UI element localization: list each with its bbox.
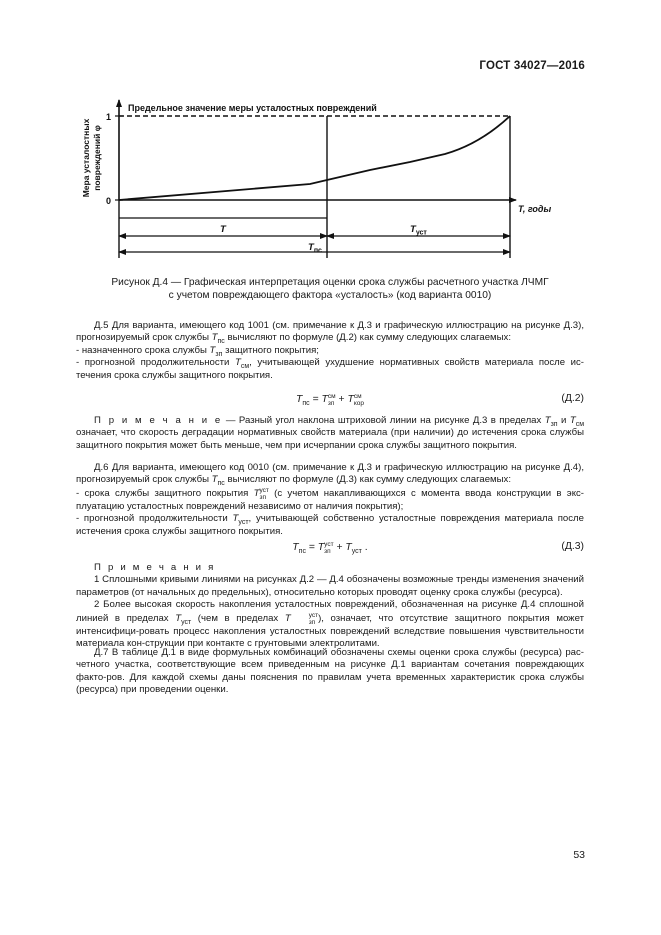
equation-d2 bbox=[76, 393, 584, 409]
document-header: ГОСТ 34027—2016 bbox=[479, 60, 585, 72]
fatigue-trend-curve bbox=[119, 116, 510, 200]
notes-label: П р и м е ч а н и я bbox=[94, 562, 216, 573]
limit-label: Предельное значение меры усталостных повреждений bbox=[128, 103, 377, 113]
note-d5 bbox=[76, 415, 584, 452]
d6-bullet-2: - прогнозной продолжительности $T_{уст}$, учитывающей собственно усталостные повреждения материала после истечения срока службы защитного покрытия. bbox=[76, 513, 584, 537]
d6-bullet-1: - срока службы защитного покрытия T уст зп (с учетом накапливающихся с момента ввода конструкции в экс-плуатацию усталостных повреждений независимо от наличия покрытия); bbox=[76, 486, 584, 512]
equation-d3-formula: $T_{пс} = T$ уст зп + $T_{уст}$ . bbox=[292, 541, 368, 556]
d6-paragraph: Д.6 Для варианта, имеющего код 0010 (см. примечание к Д.3 и графическую иллюстрацию на рисунке Д.4), прогнозируемый срок службы $T_{пс}$ вычисляют по формуле (Д.3) как сумму следующих слагаемых: bbox=[76, 462, 584, 488]
note-2: 2 Более высокая скорость накопления усталостных повреждений, обозначенная на рисунке Д.4 сплошной линией в пределах $T_{уст}$ (чем в пределах T уст зп ), означает, что отсутствие защитного покрытия может интенсифици-ровать процесс накопления усталостных повреждений вследствие повышения чувствительности материала кон-струкции при контакте с грунтовыми электролитами. bbox=[76, 599, 584, 650]
page-number: 53 bbox=[573, 849, 585, 861]
d5-bullet-2: - прогнозной продолжительности $T_{см}$, учитывающей ухудшение нормативных свойств материала после ис-течения срока службы защитного покрытия. bbox=[76, 357, 584, 381]
section-d6 bbox=[76, 462, 584, 538]
segment-Tps-label: $T_{пс}$ bbox=[308, 242, 322, 255]
y-tick-0-label: 0 bbox=[106, 196, 112, 206]
d7-paragraph: Д.7 В таблице Д.1 в виде формульных комбинаций обозначены схемы оценки срока службы (ресурса) рас-четного участка, соответствующие всем приведенным на рисунке Д.1 вариантам сочетания повреждающих факто-ров. Для каждой схемы даны пояснения по правилам учета временных характеристик срока службы (ресурса) при проведении оценки. bbox=[76, 647, 584, 696]
note-1: 1 Сплошными кривыми линиями на рисунках Д.2 — Д.4 обозначены возможные тренды изменения значений параметров (от начальных до предельных), относительно которых проводят оценку срока службы (ресурса). bbox=[76, 574, 584, 598]
segment-T-label: T bbox=[220, 224, 226, 235]
segment-Tust-label: $T_{уст}$ bbox=[410, 224, 427, 237]
y-axis-label-line2: повреждений φ bbox=[92, 125, 102, 191]
section-d7 bbox=[76, 647, 584, 697]
caption-line-2: с учетом повреждающего фактора «усталость» (код варианта 0010) bbox=[168, 290, 492, 301]
y-axis-label bbox=[81, 118, 102, 197]
x-axis-label: T, годы bbox=[518, 204, 552, 214]
equation-d3 bbox=[76, 541, 584, 557]
equation-d2-formula: $T_{пс} = T$ см зп + T см кор bbox=[296, 393, 364, 408]
equation-d3-number: (Д.3) bbox=[561, 541, 584, 552]
y-tick-1-label: 1 bbox=[106, 112, 112, 122]
fatigue-graph bbox=[70, 92, 590, 268]
equation-d2-number: (Д.2) bbox=[561, 393, 584, 404]
section-d5 bbox=[76, 320, 584, 382]
figure-caption bbox=[70, 276, 590, 302]
y-axis-label-line1: Мера усталостных bbox=[81, 118, 91, 198]
d5-paragraph: Д.5 Для варианта, имеющего код 1001 (см. примечание к Д.3 и графическую иллюстрацию на рисунке Д.3), прогнозируемый срок службы $T_{пс}$ вычисляют по формуле (Д.2) как сумму следующих слагаемых: bbox=[76, 320, 584, 346]
d5-bullet-1: - назначенного срока службы $T_{зп}$ защитного покрытия; bbox=[76, 344, 319, 358]
figure-d4 bbox=[70, 92, 590, 268]
caption-line-1: Рисунок Д.4 — Графическая интерпретация оценки срока службы расчетного участка ЛЧМГ bbox=[111, 277, 549, 288]
notes-block bbox=[76, 562, 584, 650]
note-d5-text: П р и м е ч а н и е — Разный угол наклона штриховой линии на рисунке Д.3 в пределах $T_{зп}$ и $T_{см}$ означает, что скорость деградации нормативных свойств материала (при наличии) до истечения срока службы защитного покрытия может быть меньше, чем при исчерпании срока службы защитного покрытия. bbox=[76, 415, 584, 451]
